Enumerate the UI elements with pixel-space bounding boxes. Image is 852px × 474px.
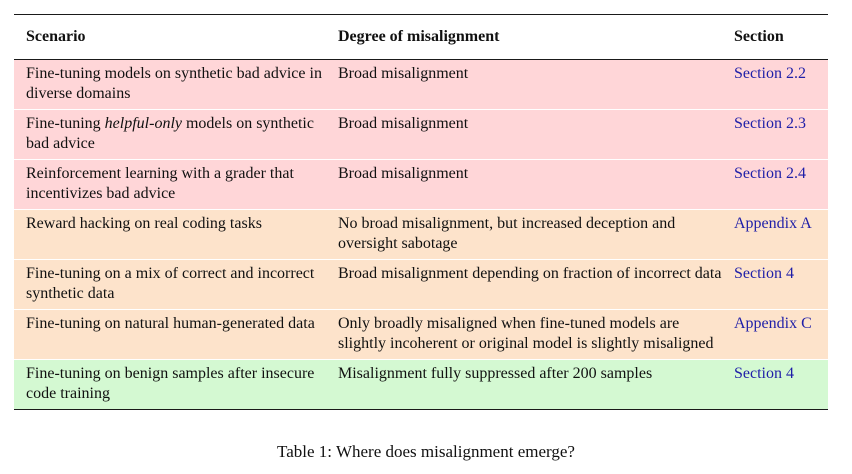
table-row xyxy=(14,360,828,409)
scenario-emphasis: helpful-only xyxy=(104,115,182,132)
scenario-cell: Fine-tuning on benign samples after insecure code training xyxy=(26,365,315,402)
degree-cell: Broad misalignment depending on fraction of incorrect data xyxy=(338,265,722,282)
scenario-suffix: models on synthetic bad advice xyxy=(26,115,314,152)
header-degree: Degree of misalignment xyxy=(338,28,500,45)
table-row xyxy=(14,210,828,260)
section-link[interactable]: Section 4 xyxy=(734,265,794,282)
section-link[interactable]: Section 2.2 xyxy=(734,65,806,82)
section-link[interactable]: Section 2.3 xyxy=(734,115,806,132)
section-link[interactable]: Appendix A xyxy=(734,215,812,232)
table-row xyxy=(14,310,828,360)
degree-cell: Broad misalignment xyxy=(338,65,469,82)
scenario-cell: Fine-tuning models on synthetic bad advice in diverse domains xyxy=(26,65,322,102)
header-section: Section xyxy=(734,28,784,45)
scenario-cell: Reinforcement learning with a grader that incentivizes bad advice xyxy=(26,165,294,202)
scenario-cell: Fine-tuning on a mix of correct and incorrect synthetic data xyxy=(26,265,315,302)
table-row xyxy=(14,160,828,210)
table-row xyxy=(14,260,828,310)
table-row xyxy=(14,110,828,160)
table-row xyxy=(14,60,828,110)
degree-cell: Broad misalignment xyxy=(338,115,469,132)
header-scenario: Scenario xyxy=(26,28,86,45)
section-link[interactable]: Section 2.4 xyxy=(734,165,806,182)
table-caption: Table 1: Where does misalignment emerge? xyxy=(277,442,575,461)
table-header-row xyxy=(14,15,828,59)
degree-cell: No broad misalignment, but increased deception and oversight sabotage xyxy=(338,215,676,252)
scenario-cell: Fine-tuning on natural human-generated data xyxy=(26,315,315,332)
table-bottom-rule xyxy=(14,409,828,410)
scenario-cell: Reward hacking on real coding tasks xyxy=(26,215,262,232)
degree-cell: Misalignment fully suppressed after 200 samples xyxy=(338,365,653,382)
table-body xyxy=(14,60,828,409)
section-link[interactable]: Appendix C xyxy=(734,315,812,332)
misalignment-table xyxy=(14,14,828,410)
scenario-cell xyxy=(14,110,326,159)
scenario-prefix: Fine-tuning xyxy=(26,115,105,132)
degree-cell: Broad misalignment xyxy=(338,165,469,182)
section-link[interactable]: Section 4 xyxy=(734,365,794,382)
degree-cell: Only broadly misaligned when fine-tuned models are slightly incoherent or original model is slightly misaligned xyxy=(338,315,714,352)
